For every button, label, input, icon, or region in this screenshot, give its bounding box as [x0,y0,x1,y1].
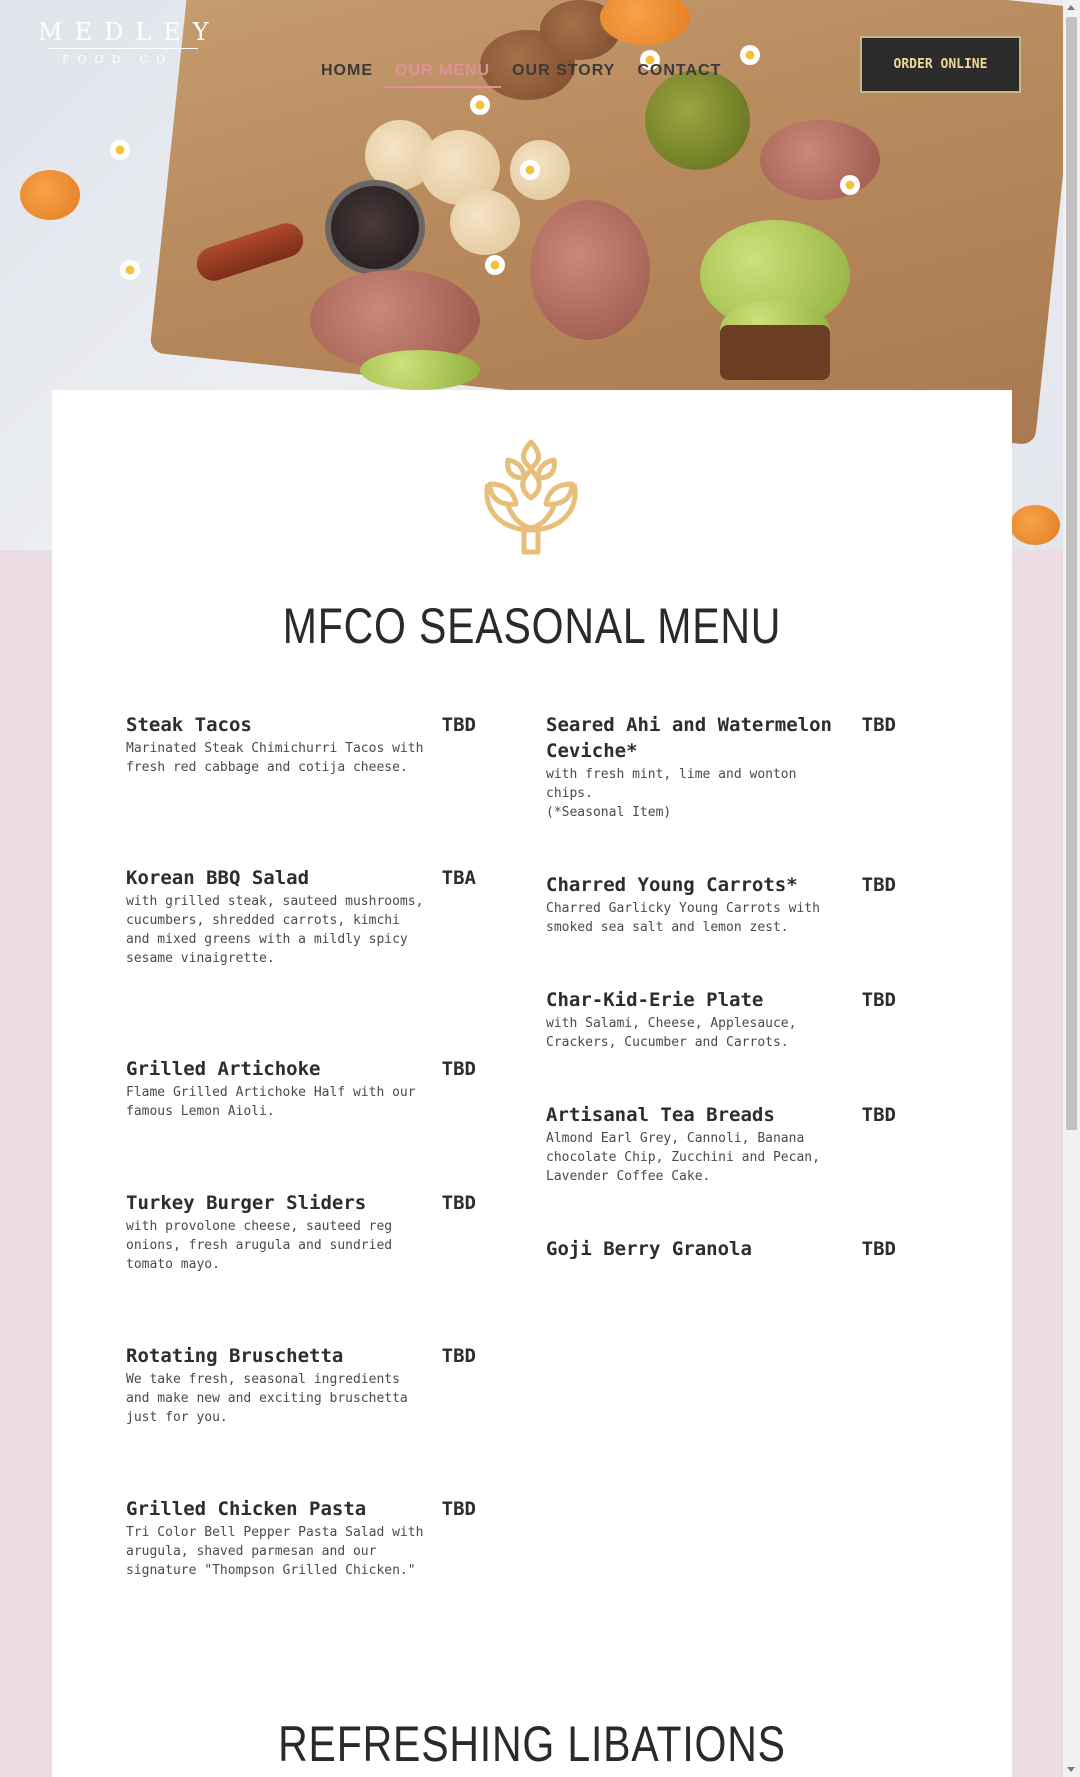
item-name: Grilled Artichoke [126,1058,321,1080]
item-name: Goji Berry Granola [546,1238,752,1260]
menu-item [546,1102,896,1186]
menu-item [126,1056,476,1121]
nav-contact[interactable]: CONTACT [637,62,722,79]
item-name: Charred Young Carrots* [546,874,798,896]
libations-title: REFRESHING LIBATIONS [278,1716,786,1772]
menu-item [546,987,896,1052]
item-price: TBD [861,714,896,736]
daisy [740,45,760,65]
menu-item [126,1496,476,1580]
item-description: with provolone cheese, sauteed reg onions, fresh arugula and sundried tomato mayo. [126,1219,393,1272]
item-name: Seared Ahi and Watermelon Ceviche* [546,714,832,762]
menu-item [126,1190,476,1274]
daisy [110,140,130,160]
item-description: with Salami, Cheese, Applesauce, Crackers, Cucumber and Carrots. [546,1016,797,1050]
item-price: TBD [441,714,476,736]
daisy [520,160,540,180]
item-description: Almond Earl Grey, Cannoli, Banana chocolate Chip, Zucchini and Pecan, Lavender Coffee Cake. [546,1131,820,1184]
item-description: We take fresh, seasonal ingredients and make new and exciting bruschetta just for you. [126,1372,408,1425]
item-price: TBD [441,1192,476,1214]
item-name: Artisanal Tea Breads [546,1104,775,1126]
page-scrollbar[interactable] [1063,0,1080,1777]
item-name: Char-Kid-Erie Plate [546,989,764,1011]
daisy [840,175,860,195]
nav-our-story[interactable]: OUR STORY [512,62,616,79]
apricot [1010,505,1060,545]
item-price: TBD [861,874,896,896]
logo-divider [48,48,198,49]
menu-item [546,1236,896,1262]
item-price: TBD [441,1498,476,1520]
item-name: Rotating Bruschetta [126,1345,344,1367]
apricot [20,170,80,220]
item-description: Tri Color Bell Pepper Pasta Salad with arugula, shaved parmesan and our signature "Thompson Grilled Chicken." [126,1525,424,1578]
menu-card [52,390,1012,1777]
scroll-thumb[interactable] [1066,17,1077,1130]
item-name: Steak Tacos [126,714,252,736]
main-nav [310,62,732,88]
cracker [510,140,570,200]
item-price: TBD [861,989,896,1011]
menu-item [126,865,476,968]
crispbread [720,325,830,380]
menu-title: MFCO SEASONAL MENU [282,598,782,654]
grapes [360,350,480,390]
item-description: Charred Garlicky Young Carrots with smoked sea salt and lemon zest. [546,901,820,935]
menu-item [126,1343,476,1427]
nav-home[interactable]: HOME [321,62,373,79]
menu-item [546,712,896,822]
brand-sub: FOOD CO. [61,53,185,66]
daisy [485,255,505,275]
item-name: Turkey Burger Sliders [126,1192,367,1214]
menu-item [126,712,476,777]
item-name: Korean BBQ Salad [126,867,310,889]
item-description: with grilled steak, sauteed mushrooms, cucumbers, shredded carrots, kimchi and mixed greens with a mildly spicy sesame vinaigrette. [126,894,424,966]
item-price: TBD [861,1104,896,1126]
item-name: Grilled Chicken Pasta [126,1498,367,1520]
brand-name: MEDLEY [38,18,221,46]
artichoke-icon [478,438,584,558]
nav-our-menu[interactable]: OUR MENU [384,62,501,88]
item-price: TBA [441,867,476,889]
scroll-up-icon[interactable] [1067,5,1075,10]
item-description: Flame Grilled Artichoke Half with our famous Lemon Aioli. [126,1085,416,1119]
daisy [470,95,490,115]
daisy [120,260,140,280]
brand-logo[interactable] [38,18,221,66]
jam-jar [325,180,425,275]
menu-item [546,872,896,937]
scroll-down-icon[interactable] [1067,1767,1075,1772]
item-price: TBD [441,1345,476,1367]
meat-slices [530,200,650,340]
item-description: with fresh mint, lime and wonton chips. (*Seasonal Item) [546,767,797,820]
item-price: TBD [441,1058,476,1080]
cracker [450,190,520,255]
prosciutto [760,120,880,200]
order-online-button[interactable]: ORDER ONLINE [860,36,1021,93]
item-price: TBD [861,1238,896,1260]
item-description: Marinated Steak Chimichurri Tacos with fresh red cabbage and cotija cheese. [126,741,424,775]
